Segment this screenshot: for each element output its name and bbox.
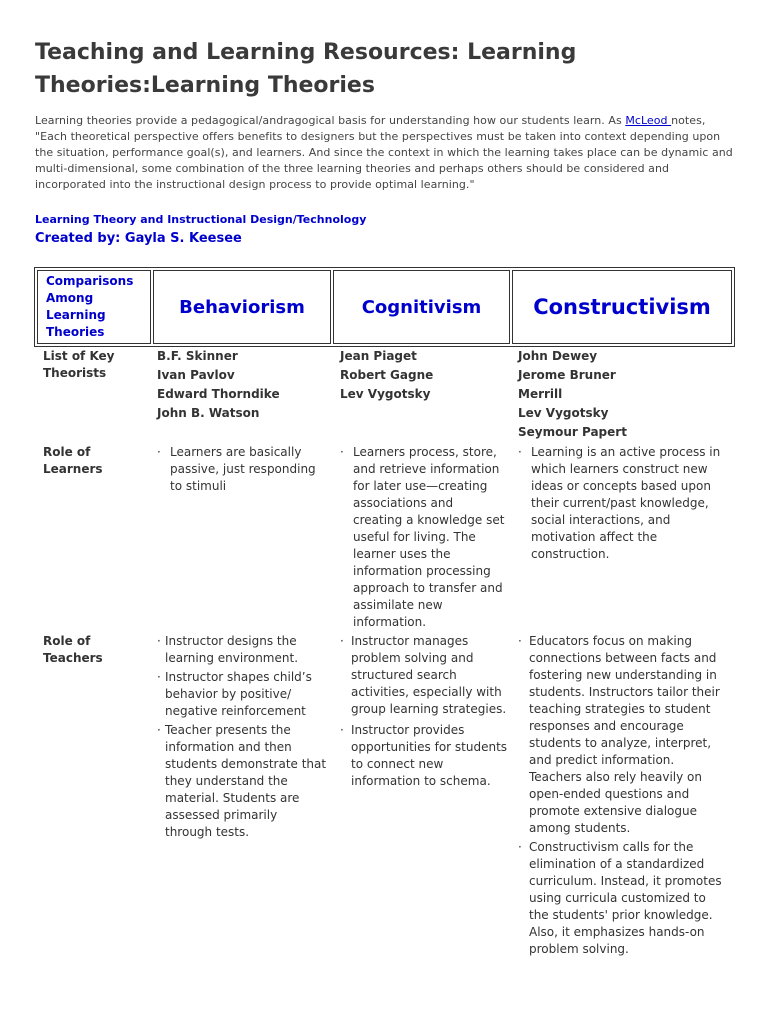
cognitivism-theorists (340, 347, 433, 404)
theorist-name: Jean Piaget (340, 349, 417, 363)
theorist-name: John B. Watson (157, 406, 260, 420)
bullet-dot: · (518, 634, 522, 648)
theorist-name: Jerome Bruner (518, 368, 616, 382)
constructivism-teachers (518, 633, 728, 960)
theorist-name: Edward Thorndike (157, 387, 280, 401)
theorist-name: John Dewey (518, 349, 598, 363)
teachers-text: Instructor manages problem solving and structured search activities, especially with group learning strategies. (351, 634, 507, 716)
theorist-name: Lev Vygotsky (518, 406, 609, 420)
theorist-name: Merrill (518, 387, 563, 401)
teachers-text: Constructivism calls for the elimination of a standardized curriculum. Instead, it promotes using curricula customized to the students' prior knowledge. Also, it emphasizes hands-on problem solving. (529, 840, 722, 956)
learners-text: Learners are basically passive, just responding to stimuli (170, 445, 316, 493)
theorist-name: Lev Vygotsky (340, 387, 431, 401)
teachers-text: Instructor provides opportunities for students to connect new information to schema. (351, 723, 508, 788)
row-label-learners: Role of Learners (43, 445, 103, 476)
page-title: Teaching and Learning Resources: Learning Theories:Learning Theories (35, 40, 577, 98)
intro-text-after: notes, "Each theoretical perspective offers benefits to designers but the perspectives must be taken into context depending upon the situation, performance goal(s), and learners. And since the context in which the learning takes place can be dynamic and multi-dimensional, some combination of the three learning theories and perhaps others should be considered and incorporated into the instructional design process to provide optimal learning." (35, 114, 733, 191)
header-constructivism: Constructivism (512, 270, 732, 344)
cognitivism-teachers (340, 633, 508, 792)
learners-text: Learning is an active process in which learners construct new ideas or concepts based upon their current/past knowledge, social interactions, and motivation affect the construction. (531, 445, 721, 561)
mcleod-link[interactable]: McLeod (625, 114, 672, 127)
teachers-text: Educators focus on making connections between facts and fostering new understanding in students. Instructors tailor their teaching strategies to student responses and encourage students to analyze, interpret, and predict information. Teachers also rely heavily on open-ended questions and promote extensive dialogue among students. (529, 634, 720, 835)
constructivism-learners (518, 444, 728, 565)
bullet-dot: · (157, 670, 161, 684)
bullet-dot: · (518, 840, 522, 854)
header-cognitivism: Cognitivism (333, 270, 510, 344)
theorist-name: B.F. Skinner (157, 349, 238, 363)
subtitle-created-by: Created by: Gayla S. Keesee (35, 231, 242, 246)
row-label-theorists: List of Key Theorists (43, 349, 115, 380)
bullet-dot: · (340, 723, 344, 737)
bullet-dot: · (157, 634, 161, 648)
teachers-text: Instructor shapes child’s behavior by positive/ negative reinforcement (165, 670, 312, 718)
theorist-name: Ivan Pavlov (157, 368, 235, 382)
teachers-text: Instructor designs the learning environment. (165, 634, 299, 665)
behaviorism-teachers (157, 633, 327, 843)
intro-text-before: Learning theories provide a pedagogical/andragogical basis for understanding how our students learn. As (35, 114, 626, 127)
constructivism-theorists (518, 347, 627, 442)
row-label-teachers: Role of Teachers (43, 634, 103, 665)
behaviorism-theorists (157, 347, 280, 423)
bullet-dot: · (157, 445, 161, 459)
header-behaviorism: Behaviorism (153, 270, 331, 344)
bullet-dot: · (157, 723, 161, 737)
learners-text: Learners process, store, and retrieve information for later use—creating associations and creating a knowledge set useful for living. The learner uses the information processing approach to transfer and assimilate new information. (353, 445, 505, 629)
subtitle-learning-theory: Learning Theory and Instructional Design/Technology (35, 213, 367, 226)
intro-paragraph (35, 113, 740, 193)
bullet-dot: · (340, 634, 344, 648)
cognitivism-learners (340, 444, 506, 633)
theorist-name: Robert Gagne (340, 368, 434, 382)
theorist-name: Seymour Papert (518, 425, 627, 439)
bullet-dot: · (340, 445, 344, 459)
header-comparisons: Comparisons Among Learning Theories (37, 270, 151, 344)
bullet-dot: · (518, 445, 522, 459)
behaviorism-learners (157, 444, 327, 497)
teachers-text: Teacher presents the information and then students demonstrate that they understand the material. Students are assessed primarily through tests. (165, 723, 327, 839)
